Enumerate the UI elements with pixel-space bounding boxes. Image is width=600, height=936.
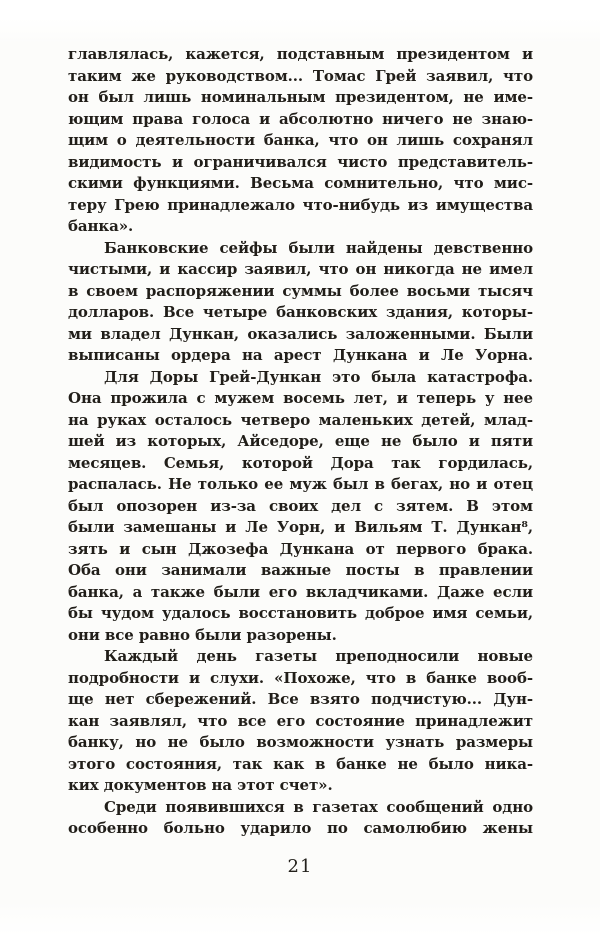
text-line: ми владел Дункан, оказались заложенными. Были — [68, 324, 533, 343]
text-line: Каждый день газеты преподносили новые — [104, 647, 533, 665]
text-line: шей из которых, Айседоре, еще не было и пяти — [68, 432, 533, 450]
text-line: банка, а также были его вкладчиками. Даже если — [68, 582, 533, 601]
text-line: особенно больно ударило по самолюбию жены — [68, 819, 533, 837]
page-number: 21 — [287, 856, 313, 877]
text-line: Оба они занимали важные посты в правлении — [68, 561, 533, 579]
paragraph — [68, 238, 533, 367]
paragraph — [68, 646, 533, 797]
text-line: бы чудом удалось восстановить доброе имя семьи, — [68, 604, 533, 622]
text-line: таким же руководством... Томас Грей заявил, что — [68, 66, 533, 85]
text-line: ющим права голоса и абсолютно ничего не знаю- — [68, 109, 533, 128]
text-line: подробности и слухи. «Похоже, что в банке вооб- — [68, 668, 533, 687]
text-line: ких документов на этот счет». — [68, 776, 333, 794]
text-block — [68, 44, 533, 840]
text-line: щим о деятельности банка, что он лишь сохранял — [68, 131, 533, 149]
text-line: был опозорен из-за своих дел с зятем. В этом — [68, 496, 533, 515]
text-line: этого состояния, так как в банке не было ника- — [68, 754, 533, 773]
text-line: Для Доры Грей-Дункан это была катастрофа. — [104, 367, 533, 386]
text-line: кан заявлял, что все его состояние принадлежит — [68, 711, 533, 730]
text-line: он был лишь номинальным президентом, не име- — [68, 88, 533, 106]
text-line: главлялась, кажется, подставным президентом и — [68, 45, 533, 63]
text-line: Среди появившихся в газетах сообщений одно — [104, 797, 533, 816]
text-line: Банковские сейфы были найдены девственно — [104, 238, 533, 257]
text-line: банка». — [68, 217, 134, 235]
text-line: были замешаны и Ле Уорн, и Вильям Т. Дункан⁸, — [68, 518, 533, 536]
text-line: Она прожила с мужем восемь лет, и теперь у нее — [68, 389, 533, 407]
text-line: в своем распоряжении суммы более восьми тысяч — [68, 281, 533, 300]
text-line: распалась. Не только ее муж был в бегах, но и отец — [68, 475, 533, 493]
text-line: ще нет сбережений. Все взято подчистую... Дун- — [68, 690, 533, 708]
text-line: зять и сын Джозефа Дункана от первого брака. — [68, 539, 533, 558]
text-line: месяцев. Семья, которой Дора так гордилась, — [68, 453, 533, 472]
text-line: долларов. Все четыре банковских здания, которы- — [68, 303, 533, 321]
text-line: на руках осталось четверо маленьких детей, млад- — [68, 410, 533, 429]
text-line: выписаны ордера на арест Дункана и Ле Уорна. — [68, 346, 533, 364]
text-line: видимость и ограничивался чисто представитель- — [68, 152, 533, 171]
paragraph — [68, 797, 533, 840]
text-line: они все равно были разорены. — [68, 625, 337, 644]
text-line: чистыми, и кассир заявил, что он никогда не имел — [68, 260, 533, 278]
paragraph — [68, 367, 533, 647]
paragraph — [68, 44, 533, 238]
text-line: скими функциями. Весьма сомнительно, что мис- — [68, 174, 533, 192]
text-line: банку, но не было возможности узнать размеры — [68, 733, 533, 751]
text-line: теру Грею принадлежало что-нибудь из имущества — [68, 195, 533, 214]
